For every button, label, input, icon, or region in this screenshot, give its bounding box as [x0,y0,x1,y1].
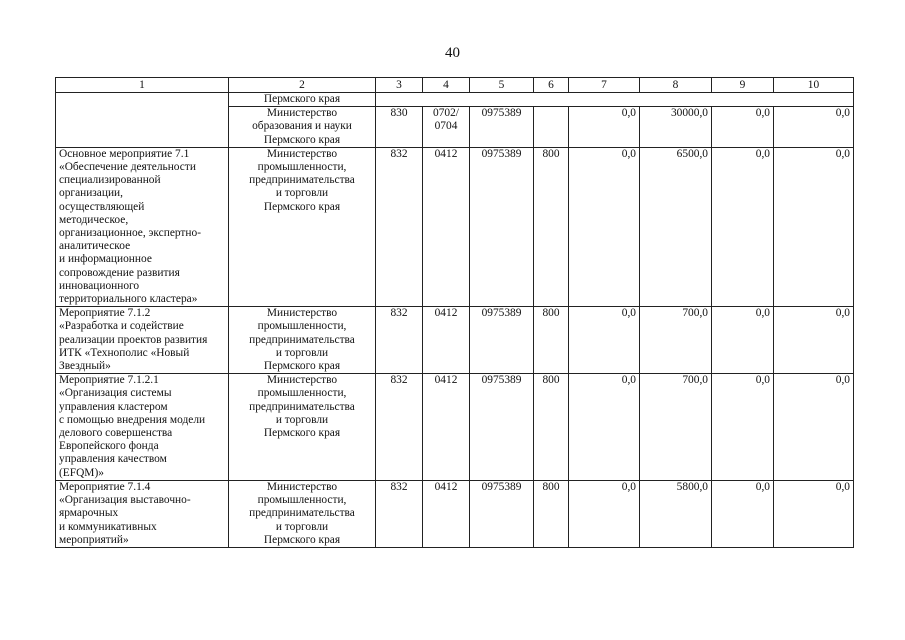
executor-line: Министерство [266,107,338,120]
event-name-line: «Обеспечение деятельности [59,161,196,174]
expense-type-cell: 800 [534,147,569,306]
section-code-cell [423,147,470,306]
executor-line: промышленности, [257,494,347,507]
target-article-cell: 0975389 [470,374,534,481]
event-name-line: управления качеством [59,453,167,466]
event-name-line: Основное мероприятие 7.1 [59,147,190,160]
executor-line: образования и науки [252,120,352,133]
event-name-line: методическое, [59,213,129,226]
executor-line: Министерство [266,147,338,160]
header-cell: 1 [56,78,229,93]
executor-line: предпринимательства [249,507,355,520]
expense-type-cell: 800 [534,374,569,481]
executor-cell [229,107,376,148]
event-name-line: ИТК «Технополис «Новый [59,346,190,359]
amount-cell: 0,0 [774,374,854,481]
budget-table [55,77,854,548]
executor-line: промышленности, [257,387,347,400]
ministry-code-cell: 830 [376,107,423,148]
event-name-line: аналитическое [59,240,131,253]
section-code-line: 0704 [434,120,458,133]
section-code-cell [423,107,470,148]
target-article-cell: 0975389 [470,480,534,547]
page-number: 40 [445,45,460,61]
event-name-line: реализации проектов развития [59,333,208,346]
amount-cell: 0,0 [569,374,640,481]
executor-cell [229,480,376,547]
event-name-line: организационное, экспертно- [59,227,201,240]
amount-cell: 0,0 [712,374,774,481]
event-name-line: и информационное [59,253,152,266]
event-name-line: специализированной [59,174,161,187]
event-name-line: Звездный» [59,360,111,373]
section-code-cell [423,480,470,547]
event-name-cell [56,147,229,306]
event-name-line: Мероприятие 7.1.2.1 [59,374,159,387]
section-code-line: 0412 [434,307,458,320]
header-cell: 6 [534,78,569,93]
executor-line: Пермского края [263,133,341,146]
expense-type-cell: 800 [534,307,569,374]
target-article-cell: 0975389 [470,307,534,374]
amount-cell: 0,0 [569,107,640,148]
executor-cell [229,147,376,306]
amount-cell: 0,0 [774,107,854,148]
executor-line: Пермского края [263,360,341,373]
event-name-line: «Организация системы [59,387,172,400]
amount-cell: 0,0 [712,480,774,547]
event-name-line: «Разработка и содействие [59,320,184,333]
event-name-line: организации, [59,187,123,200]
header-cell: 8 [640,78,712,93]
event-name-line: ярмарочных [59,507,119,520]
executor-cell [229,93,376,107]
executor-line: Министерство [266,307,338,320]
continuation-empty-cell [376,93,854,107]
section-code-cell [423,307,470,374]
event-name-line: мероприятий» [59,533,129,546]
amount-cell: 6500,0 [640,147,712,306]
table-header-row [56,78,854,93]
event-name-line: осуществляющей [59,200,145,213]
executor-line: Пермского края [263,533,341,546]
event-name-line: Мероприятие 7.1.4 [59,480,151,493]
event-name-cell [56,307,229,374]
table-row [56,480,854,547]
table-row [56,374,854,481]
executor-line: и торговли [275,520,329,533]
event-name-line: с помощью внедрения модели [59,413,206,426]
executor-line: промышленности, [257,320,347,333]
section-code-line: 0702/ [433,107,459,120]
executor-line: Пермского края [263,93,341,105]
executor-line: Пермского края [263,200,341,213]
event-name-line: «Организация выставочно- [59,494,191,507]
amount-cell: 0,0 [712,107,774,148]
header-cell: 7 [569,78,640,93]
amount-cell: 0,0 [712,147,774,306]
amount-cell: 0,0 [774,307,854,374]
section-code-cell [423,374,470,481]
event-name-cell [56,480,229,547]
executor-line: предпринимательства [249,174,355,187]
section-code-line: 0412 [434,374,458,387]
table-row [56,147,854,306]
ministry-code-cell: 832 [376,374,423,481]
header-cell: 5 [470,78,534,93]
event-name-line: делового совершенства [59,427,173,440]
ministry-code-cell: 832 [376,147,423,306]
amount-cell: 700,0 [640,307,712,374]
event-name-cell [56,374,229,481]
target-article-cell: 0975389 [470,107,534,148]
table-row-continuation [56,93,854,107]
event-name-line: и коммуникативных [59,520,157,533]
header-cell: 9 [712,78,774,93]
ministry-code-cell: 832 [376,307,423,374]
executor-line: предпринимательства [249,333,355,346]
amount-cell: 30000,0 [640,107,712,148]
table-row [56,307,854,374]
amount-cell: 0,0 [774,147,854,306]
amount-cell: 0,0 [569,147,640,306]
executor-cell [229,307,376,374]
expense-type-cell [534,107,569,148]
event-name-line: управления кластером [59,400,168,413]
section-code-line: 0412 [434,480,458,493]
section-code-line: 0412 [434,147,458,160]
amount-cell: 0,0 [774,480,854,547]
amount-cell: 0,0 [569,307,640,374]
executor-line: и торговли [275,187,329,200]
executor-cell [229,374,376,481]
amount-cell: 0,0 [712,307,774,374]
header-cell: 3 [376,78,423,93]
event-name-line: инновационного [59,279,140,292]
amount-cell: 0,0 [569,480,640,547]
executor-line: и торговли [275,346,329,359]
event-name-line: сопровождение развития [59,266,180,279]
executor-line: Министерство [266,374,338,387]
header-cell: 2 [229,78,376,93]
header-cell: 4 [423,78,470,93]
event-name-line: (EFQM)» [59,466,104,479]
target-article-cell: 0975389 [470,147,534,306]
executor-line: и торговли [275,413,329,426]
event-name-cell [56,93,229,148]
header-cell: 10 [774,78,854,93]
executor-line: промышленности, [257,161,347,174]
event-name-line: территориального кластера» [59,293,198,306]
ministry-code-cell: 832 [376,480,423,547]
executor-line: Пермского края [263,427,341,440]
amount-cell: 5800,0 [640,480,712,547]
amount-cell: 700,0 [640,374,712,481]
event-name-line: Европейского фонда [59,440,159,453]
event-name-line: Мероприятие 7.1.2 [59,307,151,320]
executor-line: Министерство [266,480,338,493]
expense-type-cell: 800 [534,480,569,547]
executor-line: предпринимательства [249,400,355,413]
